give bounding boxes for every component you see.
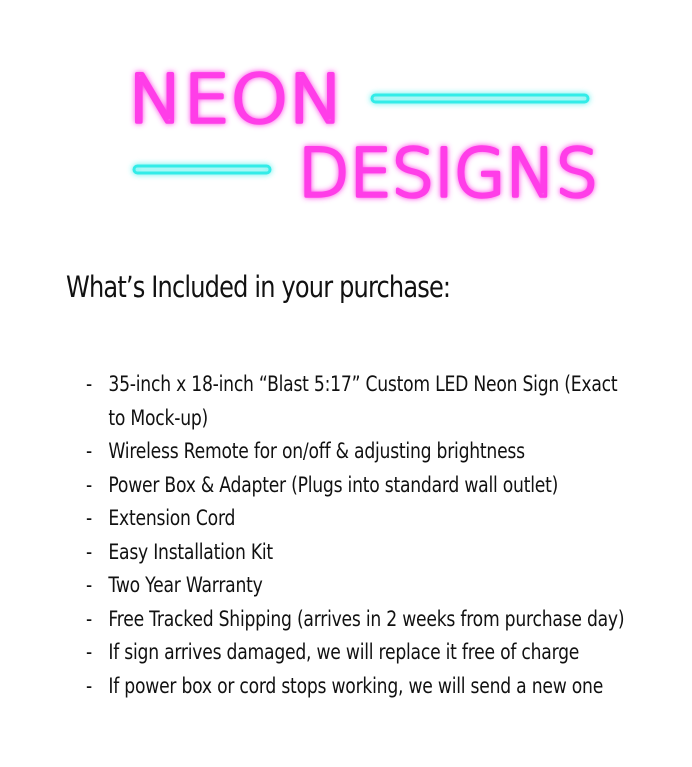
included-heading: What’s Included in your purchase: <box>66 270 451 304</box>
list-bullet: - <box>86 606 92 632</box>
list-item <box>86 368 632 435</box>
list-item-text: Two Year Warranty <box>108 573 263 598</box>
list-item <box>86 536 662 570</box>
list-item <box>86 670 662 704</box>
list-item <box>86 502 662 536</box>
list-item-text: Extension Cord <box>108 506 236 531</box>
list-item <box>86 636 662 670</box>
list-item-text: Power Box & Adapter (Plugs into standard wall outlet) <box>108 472 559 498</box>
list-bullet: - <box>86 673 92 699</box>
list-item-text: Easy Installation Kit <box>108 539 273 565</box>
list-item <box>86 569 662 603</box>
logo-word-neon: NEON <box>128 61 344 138</box>
list-item <box>86 603 662 637</box>
list-bullet: - <box>86 439 92 464</box>
logo-cyan-line-bottom <box>134 166 270 173</box>
list-item-text: If sign arrives damaged, we will replace it free of charge <box>108 640 580 665</box>
list-bullet: - <box>86 539 92 565</box>
list-item-text: If power box or cord stops working, we will send a new one <box>108 673 604 699</box>
neon-designs-logo <box>0 0 692 230</box>
list-item-text: 35-inch x 18-inch “Blast 5:17” Custom LED Neon Sign (Exact to Mock-up) <box>108 372 618 431</box>
list-bullet: - <box>86 506 92 531</box>
list-bullet: - <box>86 640 92 665</box>
logo-word-designs: DESIGNS <box>298 135 598 212</box>
list-bullet: - <box>86 472 92 498</box>
list-item <box>86 435 662 469</box>
list-bullet: - <box>86 372 92 397</box>
list-item <box>86 469 662 503</box>
logo-cyan-line-top <box>372 95 588 102</box>
included-items-list <box>86 368 662 703</box>
list-bullet: - <box>86 573 92 598</box>
list-item-text: Wireless Remote for on/off & adjusting brightness <box>108 439 525 464</box>
list-item-text: Free Tracked Shipping (arrives in 2 weeks from purchase day) <box>108 606 625 632</box>
